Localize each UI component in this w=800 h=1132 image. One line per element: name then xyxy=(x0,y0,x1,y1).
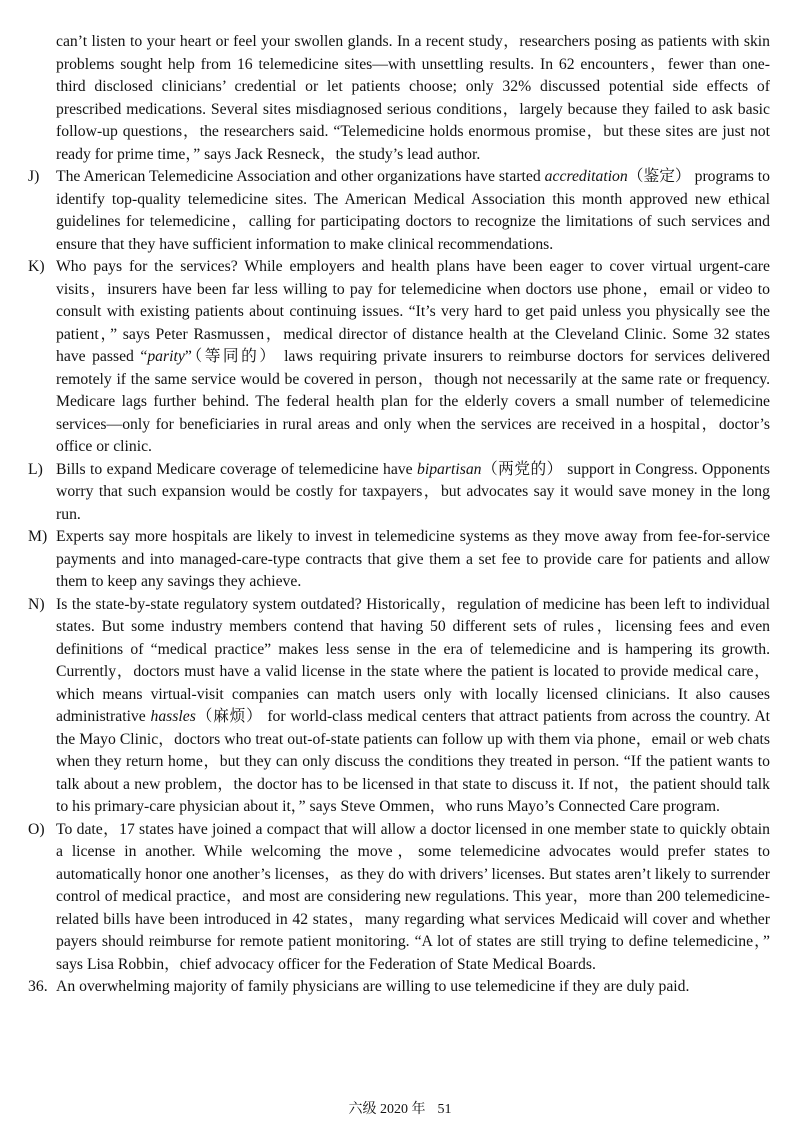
question-text: An overwhelming majority of family physicians are willing to use telemedicine if they are duly paid. xyxy=(56,978,690,995)
text-segment: for world-class medical centers that attract patients from across the country. At the Mayo Clinic，doctors who treat out-of-state patients can follow up with them via phone，email or web chats when they return home，but they can only discuss the conditions they treated in person. “If the patient wants to talk about a new problem，the doctor has to be licensed in that state to discuss it. If not，the patient should talk to his primary-care physician about it，” says Steve Ommen，who runs Mayo’s Connected Care program. xyxy=(56,708,771,815)
italic-term: parity xyxy=(147,348,185,365)
paragraph-m xyxy=(28,526,770,594)
paragraph-l xyxy=(28,459,770,527)
italic-term: bipartisan xyxy=(417,460,482,478)
text-segment: The American Telemedicine Association and other organizations have started xyxy=(56,168,545,185)
paragraph-k xyxy=(28,256,770,459)
italic-term: accreditation xyxy=(544,168,628,185)
text-segment: Bills to expand Medicare coverage of telemedicine have xyxy=(56,460,418,478)
paragraph-body xyxy=(56,166,770,256)
paragraph-body xyxy=(56,459,770,527)
italic-term: hassles xyxy=(150,708,196,725)
paragraph-label: N) xyxy=(28,595,45,613)
paragraph-body xyxy=(56,256,770,459)
paragraph-label: J) xyxy=(28,168,40,185)
exam-label: 六级 2020 年 xyxy=(348,1102,426,1117)
page-number: 51 xyxy=(437,1102,452,1117)
paragraph-j xyxy=(28,166,770,256)
chinese-gloss: （麻烦） xyxy=(195,708,263,725)
paragraph-label: L) xyxy=(28,460,43,478)
paragraph-label: K) xyxy=(28,258,45,275)
paragraph-label: O) xyxy=(28,820,45,838)
page-footer xyxy=(0,1101,800,1119)
paragraph-body xyxy=(56,594,770,819)
text-segment: To date，17 states have joined a compact that will allow a doctor licensed in one member state to quickly obtain a license in another. While welcoming the move，some telemedicine advocates would prefer states to automatically honor one another’s licenses，as they do with drivers’ licenses. But states aren’t likely to surrender control of medical practice，and most are considering new regulations. This year，more than 200 telemedicine-related bills have been introduced in 42 states，many regarding what services Medicaid will cover and whether payers should reimburse for remote patient monitoring. “A lot of states are still trying to define telemedicine，” says Lisa Robbin，chief advocacy officer for the Federation of State Medical Boards. xyxy=(56,820,770,973)
text-segment: Who pays for the services? While employers and health plans have been eager to cover virtual urgent-care visits，insurers have been far less willing to pay for telemedicine when doctors use phone，email or video to consult with existing patients about continuing issues. “It’s very hard to get paid unless you physically see the patient，” says Peter Rasmussen，medical director of distance health at the Cleveland Clinic. Some 32 states have passed “ xyxy=(56,258,770,365)
question-36 xyxy=(28,976,770,999)
question-number: 36. xyxy=(28,978,48,995)
chinese-gloss: ”（等同的） xyxy=(184,348,278,365)
text-segment: laws requiring private insurers to reimburse doctors for services delivered remotely if the same service would be covered in person，though not necessarily at the same rate or frequency. Medicare lags further behind. The federal health plan for the elderly covers a small number of telemedicine services—only for beneficiaries in rural areas and only when the services are received in a hospital，doctor’s office or clinic. xyxy=(56,348,770,455)
paragraph-body xyxy=(56,819,770,977)
paragraph-o xyxy=(28,819,770,977)
chinese-gloss: （鉴定） xyxy=(627,168,691,185)
text-segment: Is the state-by-state regulatory system outdated? Historically，regulation of medicine has been left to individual states. But some industry members contend that having 50 different sets of rules，licensing fees and even definitions of “medical practice” makes less sense in the era of telemedicine and is hampering its growth. Currently，doctors must have a valid license in the state where the patient is located to provide medical care，which means virtual-visit companies can match users only with locally licensed clinicians. It also causes administrative xyxy=(56,595,770,725)
paragraph-label: M) xyxy=(28,528,48,545)
paragraph-continuation: can’t listen to your heart or feel your swollen glands. In a recent study，researchers posing as patients with skin problems sought help from 16 telemedicine sites—with unsettling results. In 62 encounters，fewer than one-third disclosed clinicians’ credential or let patients choose; only 32% discussed potential side effects of prescribed medications. Several sites misdiagnosed serious conditions，largely because they failed to ask basic follow-up questions，the researchers said. “Telemedicine holds enormous promise，but these sites are just not ready for prime time，” says Jack Resneck，the study’s lead author. xyxy=(56,33,770,163)
reading-passage xyxy=(28,31,770,999)
text-segment: programs to identify top-quality telemedicine sites. The American Medical Association this month approved new ethical guidelines for telemedicine，calling for participating doctors to recognize the limitations of such services and ensure that they have sufficient information to make clinical recommendations. xyxy=(56,168,771,253)
text-segment: support in Congress. Opponents worry that such expansion would be costly for taxpayers，but advocates say it would save money in the long run. xyxy=(56,460,770,523)
paragraph-n xyxy=(28,594,770,819)
text-segment: Experts say more hospitals are likely to invest in telemedicine systems as they move away from fee-for-service payments and into managed-care-type contracts that give them a set fee to provide care for patients and allow them to keep any savings they achieve. xyxy=(56,528,770,590)
paragraph-body xyxy=(56,526,770,594)
chinese-gloss: （两党的） xyxy=(481,460,563,478)
